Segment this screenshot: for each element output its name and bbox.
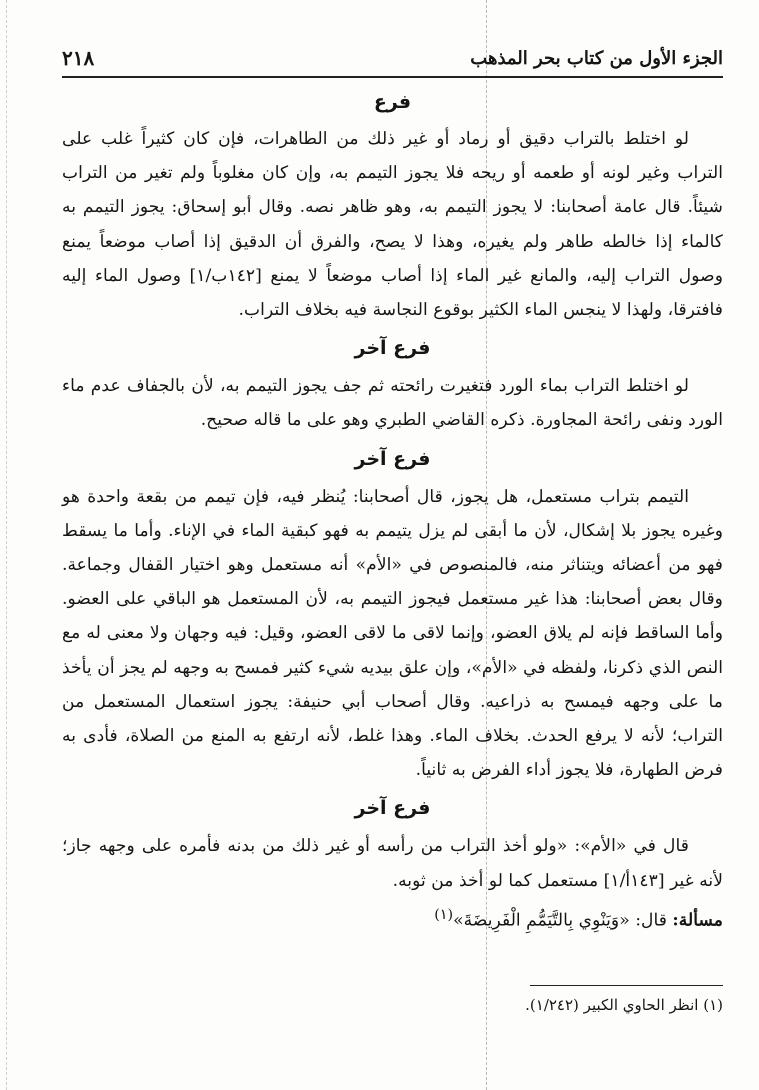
page-number: ٢١٨ bbox=[62, 46, 95, 70]
section-paragraph-4: قال في «الأم»: «ولو أخذ التراب من رأسه أو غير ذلك من بدنه فأمره على وجهه جاز؛ لأنه غير [١٤٣أ/١] مستعمل كما لو أخذ من ثوبه. bbox=[62, 836, 723, 891]
section-paragraph-1: لو اختلط بالتراب دقيق أو رماد أو غير ذلك من الطاهرات، فإن كان كثيراً غلب على التراب وغير لونه أو طعمه أو ريحه فلا يجوز التيمم به، وإن كان مغلوباً ولم تغير من التراب شيئاً. قال عامة أصحابنا: لا يجوز التيمم به، وهو ظاهر نصه. وقال أبو إسحاق: يجوز التيمم به كالماء إذا خالطه طاهر ولم يغيره، وهذا لا يصح، والفرق أن الدقيق إذا أصاب موضعاً يمنع وصول التراب إليه، والمانع غير الماء إذا أصاب موضعاً لا يمنع [١٤٢ب/١] وصول الماء إليه فافترقا، ولهذا لا ينجس الماء الكثير بوقوع النجاسة فيه بخلاف التراب. bbox=[62, 129, 723, 321]
section-heading-1: فرع bbox=[373, 91, 412, 113]
page-header bbox=[62, 40, 723, 78]
section-heading-4: فرع آخر bbox=[354, 797, 431, 820]
scan-edge-line bbox=[6, 0, 7, 1090]
footnote-rule bbox=[530, 985, 723, 986]
running-title: الجزء الأول من كتاب بحر المذهب bbox=[470, 47, 723, 69]
page-body bbox=[62, 82, 723, 938]
section-heading-2: فرع آخر bbox=[354, 337, 431, 360]
masala-label: مسألة: bbox=[672, 910, 723, 931]
section-paragraph-3: التيمم بتراب مستعمل، هل يجوز، قال أصحابنا: يُنظر فيه، فإن تيمم من بقعة واحدة هو وغيره يجوز بلا إشكال، لأن ما أبقى لم يزل يتيمم به فهو كبقية الماء في الإناء. وأما ما يسقط فهو من أعضائه ويتناثر منه، فالمنصوص في «الأم» أنه مستعمل وهو اختيار القفال وجماعة. وقال بعض أصحابنا: هذا غير مستعمل فيجوز التيمم به، لأن المستعمل هو الباقي على العضو. وأما الساقط فإنه لم يلاق العضو، وإنما لاقى ما لاقى العضو، وقيل: فيه وجهان ولا معنى له مع النص الذي ذكرنا، ولفظه في «الأم»، وإن علق بيديه شيء كثير فمسح به وجهه لم يجز أن يأخذ ما على وجهه فيمسح به ذراعيه. وقال أصحاب أبي حنيفة: يجوز استعمال المستعمل من التراب؛ لأنه لا يرفع الحدث. بخلاف الماء. وهذا غلط، لأنه ارتفع به المنع من الصلاة، فأدى به فرض الطهارة، فلا يجوز أداء الفرض به ثانياً. bbox=[62, 486, 723, 781]
section-paragraph-2: لو اختلط التراب بماء الورد فتغيرت رائحته ثم جف يجوز التيمم به، لأن بالجفاف عدم ماء الورد ونفى رائحة المجاورة. ذكره القاضي الطبري وهو على ما قاله صحيح. bbox=[62, 376, 723, 431]
footnote-ref: (١) bbox=[434, 906, 454, 923]
masala-text: قال: «وَيَنْوِي بِالتَّيَمُّمِ الْفَرِيضَةَ» bbox=[453, 910, 667, 931]
section-heading-3: فرع آخر bbox=[354, 447, 431, 470]
masala-line bbox=[62, 898, 723, 938]
footnote: (١) انظر الحاوي الكبير (١/٢٤٢). bbox=[525, 996, 723, 1014]
